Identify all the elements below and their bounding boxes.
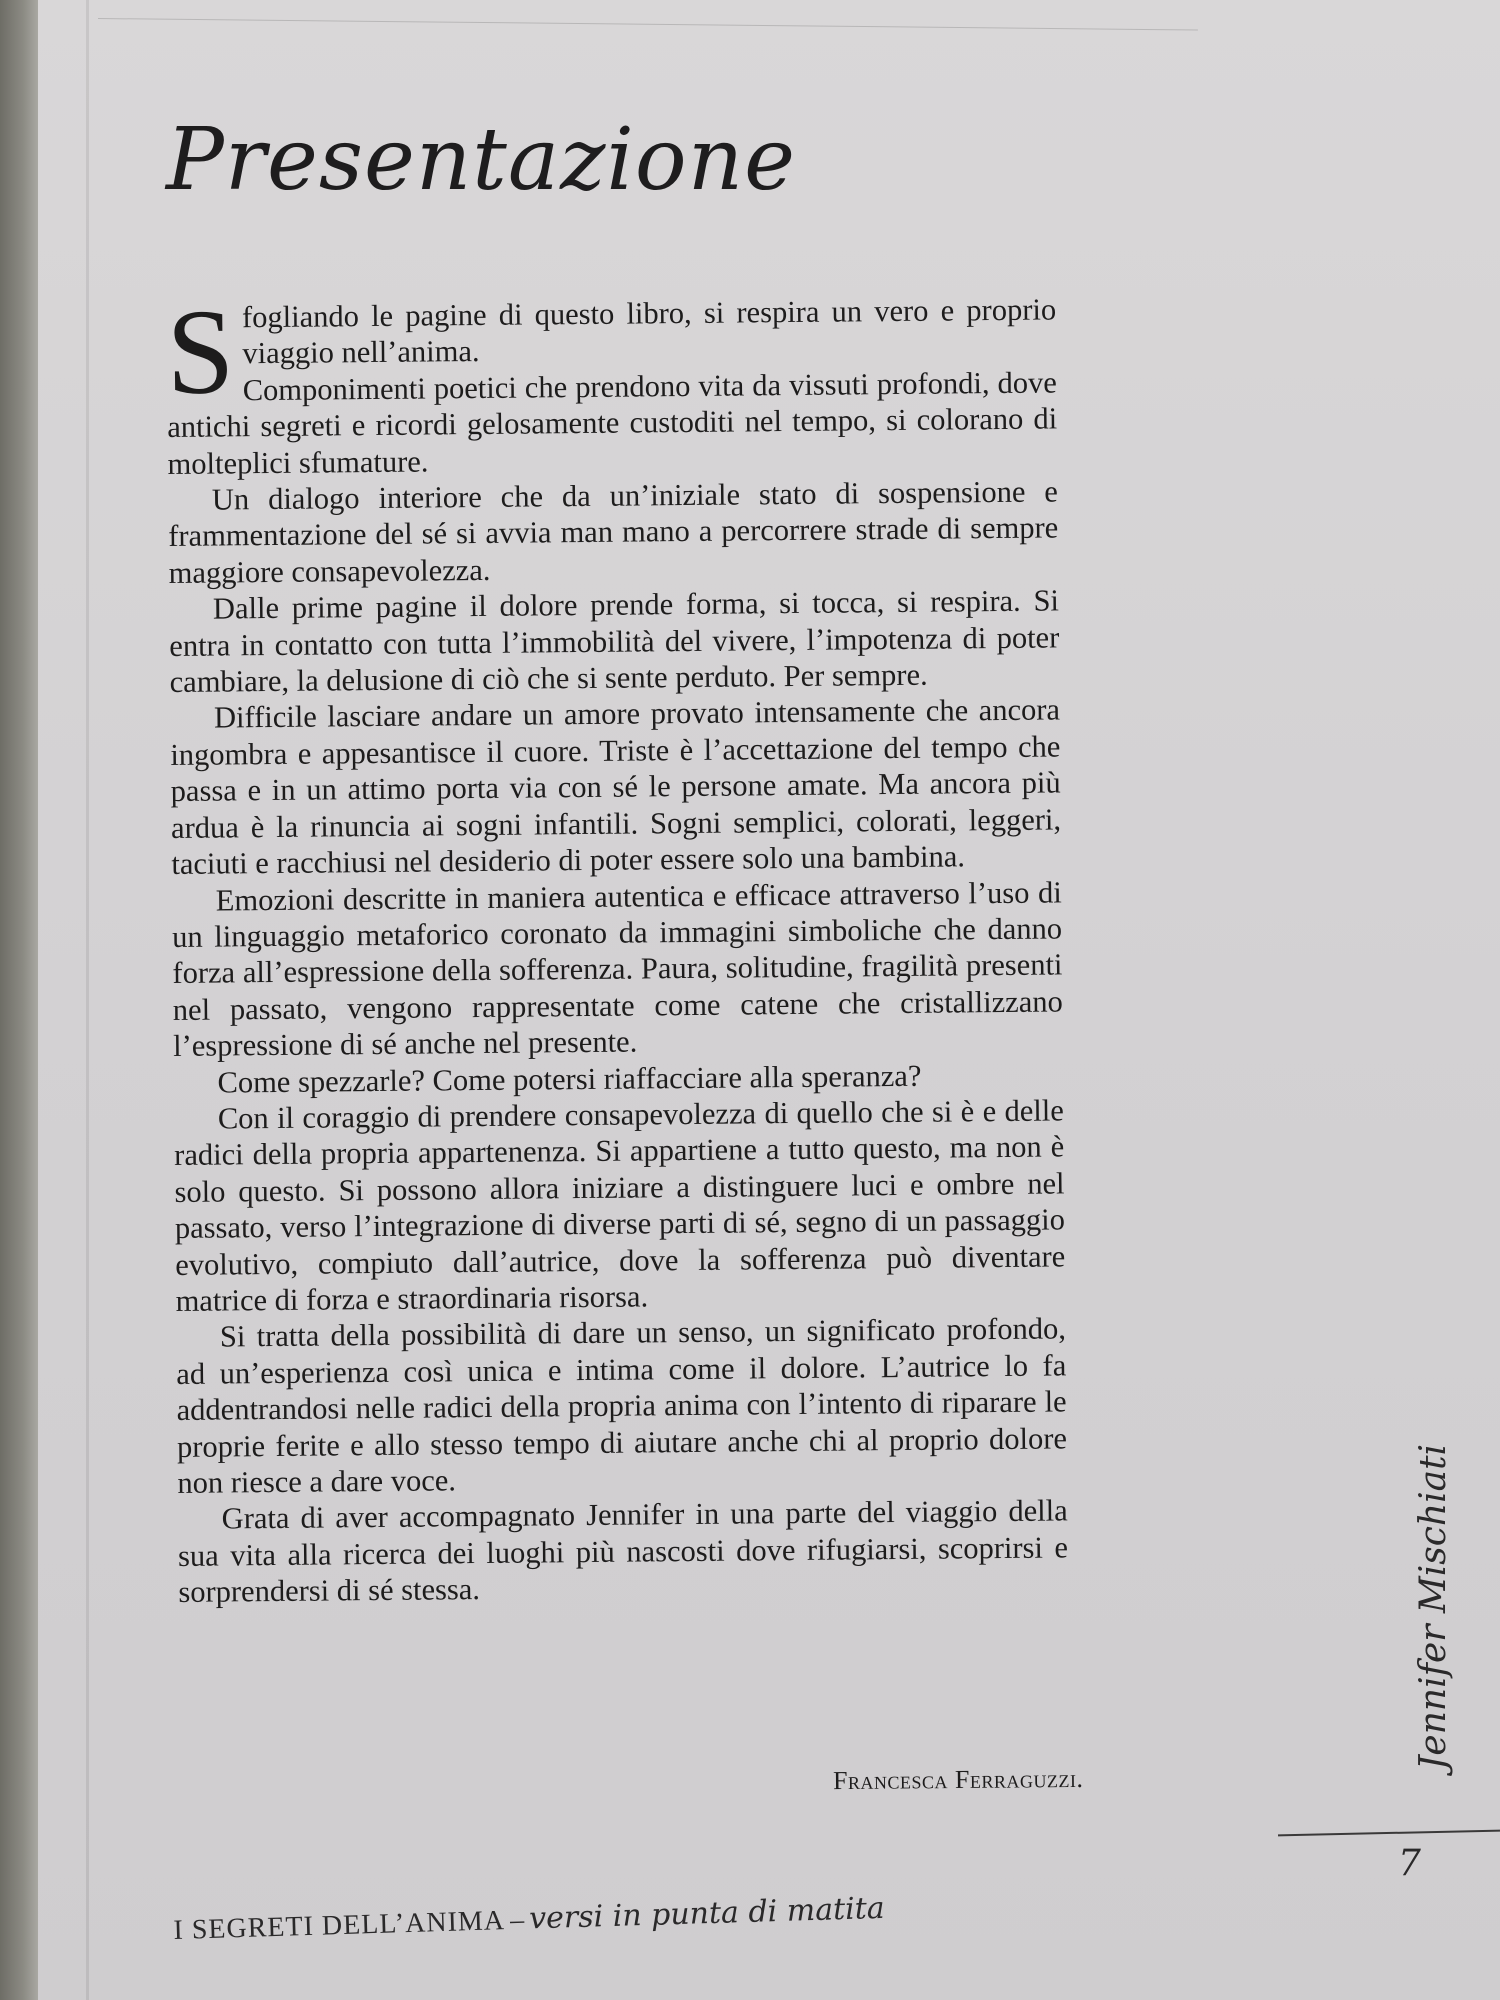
paragraph-2: Componimenti poetici che prendono vita da vissuti profondi, dove antichi segreti e ricordi gelosamente custoditi nel tempo, si colorano di molteplici sfumature. [167,365,1058,481]
page-fold-shadow [86,0,89,2000]
paragraph-1-text: fogliando le pagine di questo libro, si respira un vero e proprio viaggio nell’anima. [241,292,1057,371]
footer-separator: – [509,1904,525,1936]
paragraph-4: Dalle prime pagine il dolore prende forma, si tocca, si respira. Si entra in contatto con tutta l’immobilità del vivere, l’impotenza di poter cambiare, la delusione di ciò che si sente perduto. Per sempre. [169,583,1060,700]
footer-book-title: I SEGRETI DELL’ANIMA [173,1905,506,1946]
running-footer [173,1891,885,1947]
presentation-body [165,284,1069,1610]
paragraph-6: Emozioni descritte in maniera autentica e efficace attraverso l’uso di un linguaggio metaforico coronato da immagini simboliche che danno forza all’espressione della sofferenza. Paura, solitudine, fragilità presenti nel passato, vengono rappresentate come catene che cristallizzano l’espressione di sé anche nel presente. [171,874,1063,1064]
paragraph-3: Un dialogo interiore che da un’iniziale stato di sospensione e frammentazione del sé si avvia man mano a percorrere strade di sempre maggiore consapevolezza. [168,474,1059,590]
author-signature: Francesca Ferraguzzi. [832,1763,1084,1796]
side-author-name: Jennifer Mischiati [1413,1443,1454,1770]
paragraph-1 [165,284,1057,420]
paragraph-7: Come spezzarle? Come potersi riaffacciare alla speranza? [217,1058,922,1100]
book-page [38,0,1500,2000]
drop-cap-letter: S [165,284,236,420]
book-spine-shadow [0,0,38,2000]
paragraph-9: Si tratta della possibilità di dare un senso, un significato profondo, ad un’esperienza così unica e intima come il dolore. L’autrice lo fa addentrandosi nelle radici della propria anima con l’intento di riparare le proprie ferite e allo stesso tempo di aiutare anche chi al proprio dolore non riesce a dare voce. [176,1311,1068,1500]
page-number-rule [1278,1830,1500,1837]
page-title: Presentazione [166,110,796,210]
page-number: 7 [1398,1843,1421,1884]
top-page-edge-line [98,18,1198,31]
paragraph-10: Grata di aver accompagnato Jennifer in una parte del viaggio della sua vita alla ricerca dei luoghi più nascosti dove rifugiarsi, scoprirsi e sorprendersi di sé stessa. [177,1493,1069,1610]
paragraph-8: Con il coraggio di prendere consapevolezza di quello che si è e delle radici della propria appartenenza. Si appartiene a tutto questo, ma non è solo questo. Si possono allora iniziare a distinguere luci e ombre nel passato, verso l’integrazione di diverse parti di sé, segno di un passaggio evolutivo, compiuto dall’autrice, dove la sofferenza può diventare matrice di forza e straordinaria risorsa. [174,1093,1066,1318]
footer-subtitle: versi in punta di matita [528,1890,886,1937]
paragraph-5: Difficile lasciare andare un amore provato intensamente che ancora ingombra e appesantisce il cuore. Triste è l’accettazione del tempo che passa e in un attimo porta via con sé le persone amate. Ma ancora più ardua è la rinuncia ai sogni infantili. Sogni semplici, colorati, leggeri, taciuti e racchiusi nel desiderio di poter essere solo una bambina. [170,692,1062,882]
